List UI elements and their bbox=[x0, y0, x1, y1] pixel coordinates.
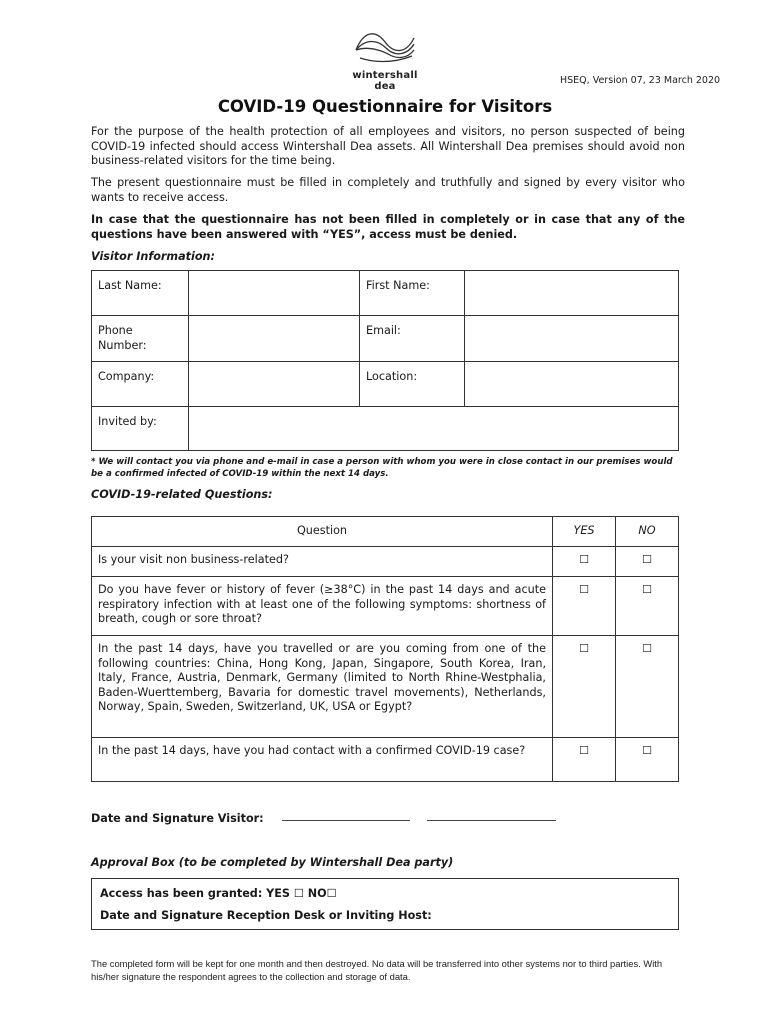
approval-box-heading: Approval Box (to be completed by Wintershall Dea party) bbox=[91, 856, 454, 869]
intro-paragraph-1: For the purpose of the health protection of all employees and visitors, no person suspected of being COVID-19 infected should access Wintershall Dea assets. All Wintershall Dea premises should avoid non business-related visitors for the time being. bbox=[91, 125, 685, 168]
question-row bbox=[92, 577, 679, 636]
last-name-field[interactable] bbox=[189, 271, 360, 316]
yes-checkbox[interactable]: ☐ bbox=[553, 738, 616, 782]
last-name-label: Last Name: bbox=[92, 271, 189, 316]
company-label: Company: bbox=[92, 362, 189, 407]
logo-text: wintershall dea bbox=[352, 70, 418, 92]
intro-paragraph-2: The present questionnaire must be filled in completely and truthfully and signed by every visitor who wants to receive access. bbox=[91, 176, 685, 204]
question-row bbox=[92, 636, 679, 738]
yes-column-header: YES bbox=[553, 517, 616, 547]
visitor-date-line[interactable] bbox=[282, 820, 410, 821]
location-field[interactable] bbox=[465, 362, 679, 407]
document-version: HSEQ, Version 07, 23 March 2020 bbox=[560, 75, 721, 86]
question-row bbox=[92, 738, 679, 782]
contact-note: * We will contact you via phone and e-mail in case a person with whom you were in close contact in our premises would be a confirmed infected of COVID-19 within the next 14 days. bbox=[91, 457, 673, 479]
data-retention-footer: The completed form will be kept for one month and then destroyed. No data will be transferred into other systems nor to third parties. With his/her signature the respondent agrees to the collection and storage of data. bbox=[91, 958, 663, 982]
email-field[interactable] bbox=[465, 316, 679, 362]
wave-logo-icon bbox=[352, 28, 418, 68]
covid-questions-table bbox=[91, 516, 679, 782]
question-row bbox=[92, 547, 679, 577]
question-text: In the past 14 days, have you travelled or are you coming from one of the following countries: China, Hong Kong, Japan, Singapore, South Korea, Iran, Italy, France, Austria, Denmark, Germany (limited to North Rhine-Westphalia, Baden-Wuerttemberg, Bavaria for domestic travel movements), Netherlands, Norway, Spain, Sweden, Switzerland, UK, USA or Egypt? bbox=[92, 636, 553, 738]
yes-checkbox[interactable]: ☐ bbox=[553, 577, 616, 636]
access-granted-line[interactable]: Access has been granted: YES ☐ NO☐ bbox=[100, 887, 337, 900]
no-column-header: NO bbox=[616, 517, 679, 547]
access-warning: In case that the questionnaire has not been filled in completely or in case that any of the questions have been answered with “YES”, access must be denied. bbox=[91, 213, 685, 241]
visitor-signature-label: Date and Signature Visitor: bbox=[91, 812, 264, 825]
no-checkbox[interactable]: ☐ bbox=[616, 636, 679, 738]
company-logo bbox=[340, 28, 430, 92]
reception-signature-line: Date and Signature Reception Desk or Inviting Host: bbox=[100, 909, 432, 922]
invited-by-label: Invited by: bbox=[92, 407, 189, 451]
email-label: Email: bbox=[360, 316, 465, 362]
yes-checkbox[interactable]: ☐ bbox=[553, 547, 616, 577]
phone-label: Phone Number: bbox=[92, 316, 189, 362]
question-text: Is your visit non business-related? bbox=[92, 547, 553, 577]
first-name-label: First Name: bbox=[360, 271, 465, 316]
first-name-field[interactable] bbox=[465, 271, 679, 316]
visitor-signature-line[interactable] bbox=[427, 820, 556, 821]
covid-questions-heading: COVID-19-related Questions: bbox=[91, 488, 273, 501]
invited-by-field[interactable] bbox=[189, 407, 679, 451]
visitor-info-table bbox=[91, 270, 679, 451]
visitor-info-heading: Visitor Information: bbox=[91, 250, 215, 263]
question-text: In the past 14 days, have you had contact with a confirmed COVID-19 case? bbox=[92, 738, 553, 782]
no-checkbox[interactable]: ☐ bbox=[616, 738, 679, 782]
yes-checkbox[interactable]: ☐ bbox=[553, 636, 616, 738]
no-checkbox[interactable]: ☐ bbox=[616, 547, 679, 577]
phone-field[interactable] bbox=[189, 316, 360, 362]
company-field[interactable] bbox=[189, 362, 360, 407]
question-text: Do you have fever or history of fever (≥38°C) in the past 14 days and acute respiratory infection with at least one of the following symptoms: shortness of breath, cough or sore throat? bbox=[92, 577, 553, 636]
approval-box bbox=[91, 878, 679, 930]
no-checkbox[interactable]: ☐ bbox=[616, 577, 679, 636]
page-title: COVID-19 Questionnaire for Visitors bbox=[217, 97, 553, 116]
location-label: Location: bbox=[360, 362, 465, 407]
question-column-header: Question bbox=[92, 517, 553, 547]
